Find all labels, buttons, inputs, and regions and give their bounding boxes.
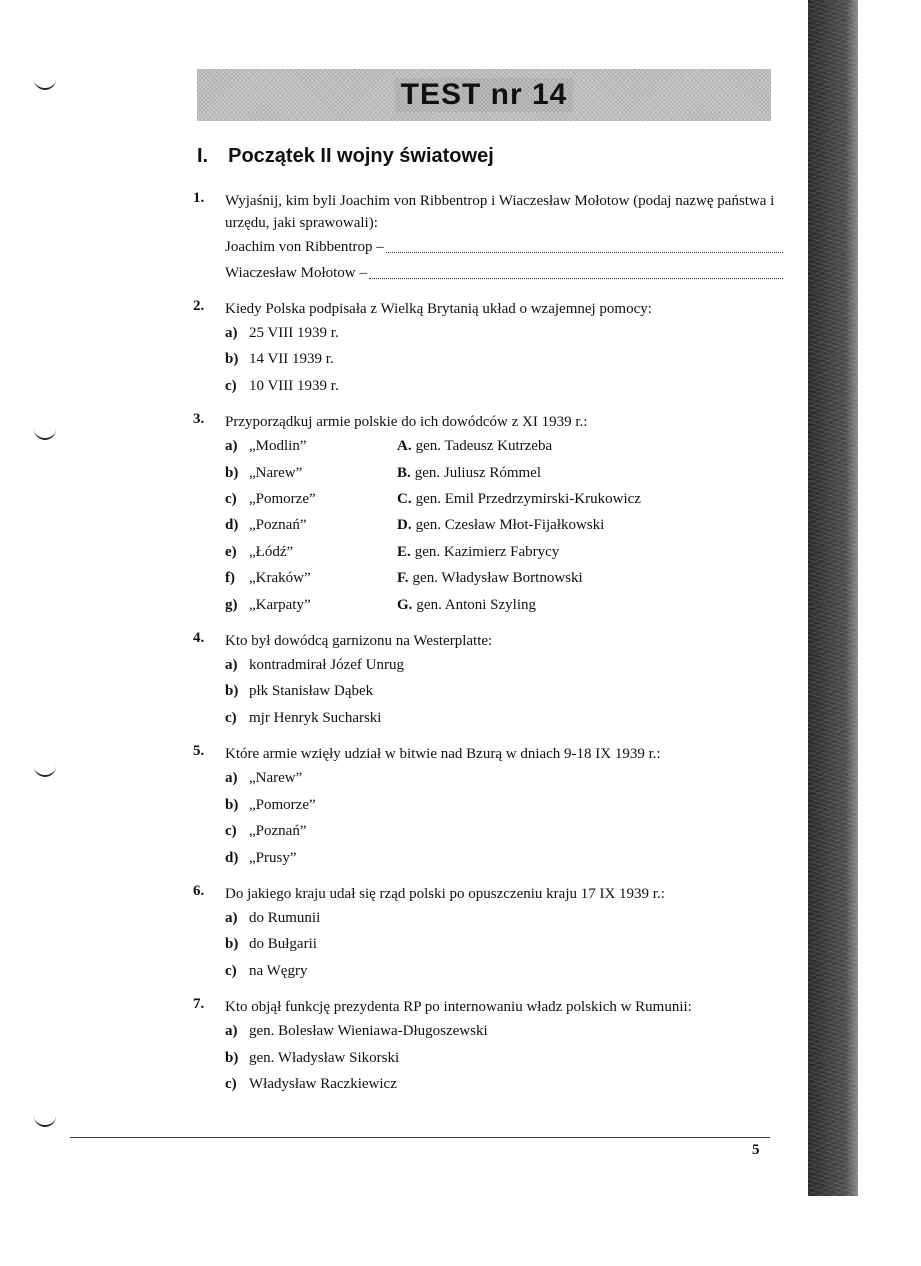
answer-option xyxy=(225,373,783,399)
question-item xyxy=(193,298,783,399)
option-text: „Pomorze” xyxy=(249,796,316,813)
question-number: 5. xyxy=(193,743,205,760)
option-letter: d) xyxy=(225,849,239,866)
answer-line xyxy=(225,234,783,260)
commander-letter: D. xyxy=(397,517,412,534)
option-letter: b) xyxy=(225,936,239,953)
option-text: kontradmirał Józef Unrug xyxy=(249,657,404,674)
match-row xyxy=(225,512,783,538)
question-item xyxy=(193,190,783,286)
question-number: 7. xyxy=(193,996,205,1013)
test-title: TEST nr 14 xyxy=(395,78,574,112)
answer-dotted-line xyxy=(369,260,783,279)
commander-name: gen. Juliusz Rómmel xyxy=(414,464,542,481)
option-letter: b) xyxy=(225,683,239,700)
option-letter: c) xyxy=(225,709,237,726)
commander-name: gen. Tadeusz Kutrzeba xyxy=(415,438,553,455)
question-item xyxy=(193,411,783,618)
answer-option xyxy=(225,905,783,931)
option-text: mjr Henryk Sucharski xyxy=(249,709,382,726)
option-letter: a) xyxy=(225,1023,238,1040)
question-number: 1. xyxy=(193,190,205,206)
answer-option xyxy=(225,1071,783,1097)
answer-option xyxy=(225,678,783,704)
option-text: Władysław Raczkiewicz xyxy=(249,1075,397,1092)
army-item xyxy=(225,592,397,618)
answer-option xyxy=(225,1018,783,1044)
option-text: 10 VIII 1939 r. xyxy=(249,377,339,394)
question-list xyxy=(193,190,783,1109)
answer-dotted-line xyxy=(386,234,783,253)
army-letter: c) xyxy=(225,491,237,508)
question-text: Przyporządkuj armie polskie do ich dowódców z XI 1939 r.: xyxy=(225,414,588,431)
army-letter: g) xyxy=(225,596,238,613)
answer-option xyxy=(225,705,783,731)
army-letter: d) xyxy=(225,517,239,534)
question-body xyxy=(225,411,783,618)
option-text: do Bułgarii xyxy=(249,936,317,953)
match-row xyxy=(225,486,783,512)
answer-option xyxy=(225,818,783,844)
commander-letter: F. xyxy=(397,570,409,587)
option-text: 14 VII 1939 r. xyxy=(249,351,334,368)
question-body xyxy=(225,996,783,1097)
option-text: 25 VIII 1939 r. xyxy=(249,325,339,341)
question-body xyxy=(225,190,783,286)
answer-line-label: Wiaczesław Mołotow – xyxy=(225,265,367,281)
test-header-banner xyxy=(197,69,771,121)
option-text: gen. Władysław Sikorski xyxy=(249,1049,400,1066)
army-name: „Łódź” xyxy=(249,543,294,560)
binding-mark xyxy=(34,78,56,90)
option-letter: a) xyxy=(225,657,238,674)
answer-line xyxy=(225,260,783,286)
commander-item xyxy=(397,539,559,565)
army-item xyxy=(225,565,397,591)
option-letter: a) xyxy=(225,909,238,926)
binding-mark xyxy=(34,1115,56,1127)
match-row xyxy=(225,433,783,459)
question-text: Kiedy Polska podpisała z Wielką Brytanią układ o wzajemnej pomocy: xyxy=(225,301,652,317)
question-text: Które armie wzięły udział w bitwie nad Bzurą w dniach 9-18 IX 1939 r.: xyxy=(225,746,661,763)
answer-line-label: Joachim von Ribbentrop – xyxy=(225,239,384,255)
question-item xyxy=(193,996,783,1097)
option-text: „Poznań” xyxy=(249,823,307,840)
option-letter: a) xyxy=(225,770,238,787)
commander-name: gen. Władysław Bortnowski xyxy=(412,570,583,587)
question-body xyxy=(225,883,783,984)
question-number: 3. xyxy=(193,411,205,428)
commander-name: gen. Antoni Szyling xyxy=(416,596,537,613)
commander-letter: A. xyxy=(397,438,412,455)
commander-item xyxy=(397,460,541,486)
commander-item xyxy=(397,486,641,512)
army-name: „Modlin” xyxy=(249,438,307,455)
option-letter: c) xyxy=(225,1075,237,1092)
question-item xyxy=(193,743,783,871)
question-text: Wyjaśnij, kim byli Joachim von Ribbentrop i Wiaczesław Mołotow (podaj nazwę państwa i urzędu, jaki sprawowali): xyxy=(225,193,775,231)
army-name: „Karpaty” xyxy=(249,596,311,613)
army-letter: a) xyxy=(225,438,238,455)
option-letter: c) xyxy=(225,823,237,840)
option-letter: b) xyxy=(225,796,239,813)
commander-item xyxy=(397,512,604,538)
option-letter: b) xyxy=(225,1049,239,1066)
answer-option xyxy=(225,931,783,957)
commander-letter: C. xyxy=(397,491,412,508)
answer-option xyxy=(225,652,783,678)
commander-item xyxy=(397,565,583,591)
option-text: płk Stanisław Dąbek xyxy=(249,683,374,700)
footer-rule xyxy=(70,1137,770,1138)
answer-option xyxy=(225,845,783,871)
binding-mark xyxy=(34,765,56,777)
army-letter: e) xyxy=(225,543,237,560)
question-number: 4. xyxy=(193,630,205,647)
option-text: „Narew” xyxy=(249,770,303,787)
army-name: „Poznań” xyxy=(249,517,307,534)
question-number: 6. xyxy=(193,882,205,899)
question-text: Kto był dowódcą garnizonu na Westerplatte: xyxy=(225,633,493,650)
army-item xyxy=(225,512,397,538)
section-heading xyxy=(197,145,494,168)
section-title: Początek II wojny światowej xyxy=(228,145,494,167)
option-letter: a) xyxy=(225,325,238,341)
commander-name: gen. Kazimierz Fabrycy xyxy=(414,543,560,560)
army-item xyxy=(225,460,397,486)
commander-letter: B. xyxy=(397,464,411,481)
question-body xyxy=(225,743,783,871)
army-item xyxy=(225,433,397,459)
answer-option xyxy=(225,958,783,984)
army-item xyxy=(225,486,397,512)
option-text: do Rumunii xyxy=(249,909,321,926)
commander-item xyxy=(397,592,536,618)
answer-option xyxy=(225,1045,783,1071)
answer-option xyxy=(225,346,783,372)
commander-letter: G. xyxy=(397,596,413,613)
commander-letter: E. xyxy=(397,543,411,560)
option-letter: b) xyxy=(225,351,239,368)
binding-mark xyxy=(34,428,56,440)
page-number: 5 xyxy=(752,1142,760,1158)
army-name: „Pomorze” xyxy=(249,491,316,508)
army-letter: b) xyxy=(225,464,239,481)
match-row xyxy=(225,539,783,565)
option-letter: c) xyxy=(225,377,237,394)
army-name: „Kraków” xyxy=(249,570,311,587)
army-item xyxy=(225,539,397,565)
question-body xyxy=(225,630,783,731)
army-letter: f) xyxy=(225,570,235,587)
question-text: Do jakiego kraju udał się rząd polski po opuszczeniu kraju 17 IX 1939 r.: xyxy=(225,885,665,902)
commander-name: gen. Czesław Młot-Fijałkowski xyxy=(415,517,605,534)
answer-option xyxy=(225,765,783,791)
question-item xyxy=(193,883,783,984)
commander-item xyxy=(397,433,552,459)
commander-name: gen. Emil Przedrzymirski-Krukowicz xyxy=(415,491,641,508)
match-row xyxy=(225,460,783,486)
option-text: na Węgry xyxy=(249,962,308,979)
option-text: gen. Bolesław Wieniawa-Długoszewski xyxy=(249,1023,488,1040)
scan-edge-shadow xyxy=(808,0,858,1196)
option-letter: c) xyxy=(225,962,237,979)
match-row xyxy=(225,592,783,618)
section-number: I. xyxy=(197,145,209,167)
match-row xyxy=(225,565,783,591)
question-number: 2. xyxy=(193,298,205,314)
answer-option xyxy=(225,792,783,818)
army-name: „Narew” xyxy=(249,464,303,481)
question-body xyxy=(225,298,783,399)
option-text: „Prusy” xyxy=(249,849,297,866)
question-text: Kto objął funkcję prezydenta RP po internowaniu władz polskich w Rumunii: xyxy=(225,999,692,1016)
question-item xyxy=(193,630,783,731)
answer-option xyxy=(225,320,783,346)
